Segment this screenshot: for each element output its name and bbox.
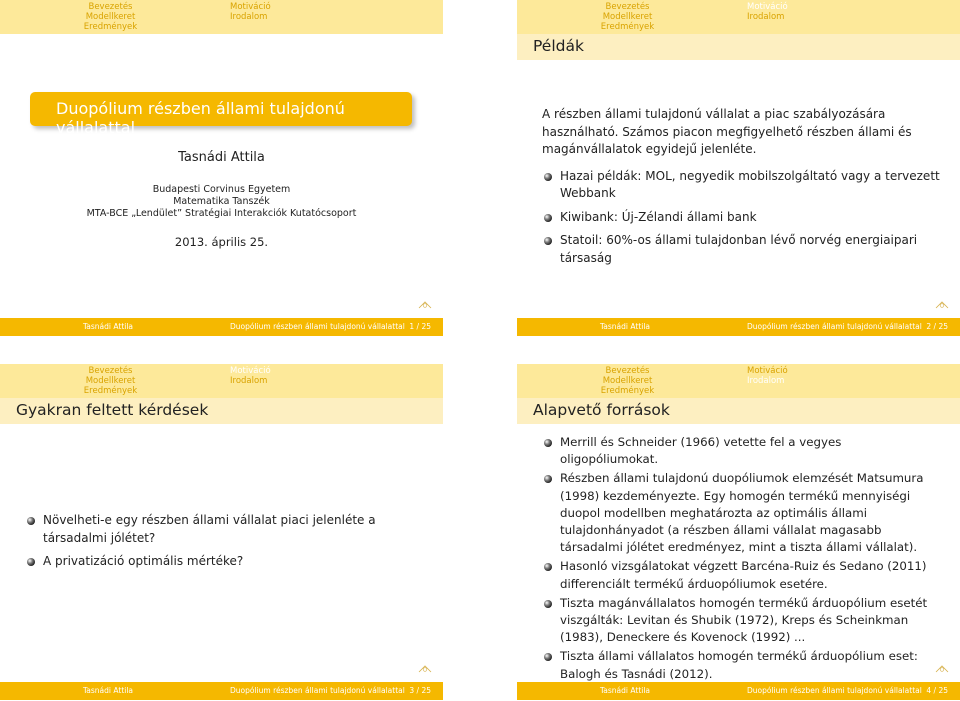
presentation-title-box (30, 92, 412, 137)
affiliation-group: MTA-BCE „Lendület” Stratégiai Interakciók Kutatócsoport (86, 208, 357, 219)
list-item: Tiszta magánvállalatos homogén termékű árduopólium esetét viszgálták: Levitan és Shubik (1972), Kreps és Scheinkman (1983), Deneckere és Kovenock (1992) ... (542, 595, 940, 647)
nav-irodalom[interactable]: Irodalom (230, 12, 268, 22)
list-item: Növelheti-e egy részben állami vállalat piaci jelenléte a társadalmi jólétet? (25, 512, 423, 547)
nav-bevezetes[interactable]: Bevezetés (88, 366, 133, 376)
bullet-icon (544, 600, 552, 608)
bullet-list (25, 512, 423, 571)
affiliation-department: Matematika Tanszék (173, 196, 270, 207)
affiliation (0, 184, 443, 220)
list-item: Részben állami tulajdonú duopóliumok elemzését Matsumura (1998) kezdeményezte. Egy homogén termékű mennyiségi duopol modellben meghatározta az optimális állami tulajdonhányadot (a részben állami vállalat magasabb társadalmi jólétet eredményez, mint a tiszta állami vállalat). (542, 470, 940, 556)
university-logo-icon (934, 299, 950, 311)
bullet-icon (27, 517, 35, 525)
nav-eredmenyek[interactable]: Eredmények (83, 386, 138, 396)
top-navigation (0, 364, 443, 398)
slide-footer (517, 682, 960, 700)
bullet-icon (544, 173, 552, 181)
frame-title: Gyakran feltett kérdések (16, 401, 209, 419)
footer-page-number: 2 / 25 (926, 322, 948, 331)
top-navigation (517, 0, 960, 34)
list-item: Merrill és Schneider (1966) vetette fel a vegyes oligopóliumokat. (542, 434, 940, 468)
bullet-icon (544, 439, 552, 447)
bullet-icon (544, 563, 552, 571)
footer-page-number: 1 / 25 (409, 322, 431, 331)
nav-irodalom[interactable]: Irodalom (747, 12, 785, 22)
bullet-icon (544, 237, 552, 245)
university-logo-icon (417, 299, 433, 311)
nav-bevezetes[interactable]: Bevezetés (88, 2, 133, 12)
nav-eredmenyek[interactable]: Eredmények (600, 22, 655, 32)
university-logo-icon (417, 663, 433, 675)
presentation-date: 2013. április 25. (174, 235, 269, 249)
nav-motivacio[interactable]: Motiváció (747, 2, 788, 12)
slide-3 (0, 364, 443, 700)
slide-content (542, 106, 940, 273)
affiliation-university: Budapesti Corvinus Egyetem (152, 184, 291, 195)
footer-title: Duopólium részben állami tulajdonú vállalattal (230, 686, 405, 695)
intro-text: A részben állami tulajdonú vállalat a piac szabályozására használható. Számos piacon megfigyelhető részben állami és magánvállalatok egyidejű jelenléte. (542, 107, 912, 156)
nav-eredmenyek[interactable]: Eredmények (600, 386, 655, 396)
bullet-icon (544, 214, 552, 222)
nav-modellkeret[interactable]: Modellkeret (85, 12, 136, 22)
frame-title: Alapvető források (533, 401, 670, 419)
nav-motivacio[interactable]: Motiváció (230, 2, 271, 12)
slide-content (25, 512, 423, 577)
list-item: Hazai példák: MOL, negyedik mobilszolgáltató vagy a tervezett Webbank (542, 168, 940, 203)
university-logo-icon (934, 663, 950, 675)
footer-title: Duopólium részben állami tulajdonú vállalattal (230, 322, 405, 331)
frame-title-bar (0, 398, 443, 424)
list-item: Statoil: 60%-os állami tulajdonban lévő norvég energiaipari társaság (542, 232, 940, 267)
nav-bevezetes[interactable]: Bevezetés (605, 2, 650, 12)
frame-title-bar (517, 34, 960, 60)
nav-motivacio[interactable]: Motiváció (747, 366, 788, 376)
frame-title: Példák (533, 37, 584, 55)
footer-title: Duopólium részben állami tulajdonú vállalattal (747, 322, 922, 331)
footer-page-number: 4 / 25 (926, 686, 948, 695)
list-item: Hasonló vizsgálatokat végzett Barcéna-Ruiz és Sedano (2011) differenciált termékű árduopóliumok esetére. (542, 558, 940, 592)
frame-title-bar (517, 398, 960, 424)
footer-title: Duopólium részben állami tulajdonú vállalattal (747, 686, 922, 695)
nav-motivacio[interactable]: Motiváció (230, 366, 271, 376)
nav-irodalom[interactable]: Irodalom (747, 376, 785, 386)
list-item: Kiwibank: Új-Zélandi állami bank (542, 209, 940, 227)
footer-author: Tasnádi Attila (82, 686, 134, 695)
nav-eredmenyek[interactable]: Eredmények (83, 22, 138, 32)
presentation-title: Duopólium részben állami tulajdonú vállalattal (56, 99, 345, 137)
footer-page-number: 3 / 25 (409, 686, 431, 695)
nav-modellkeret[interactable]: Modellkeret (602, 376, 653, 386)
slide-footer (0, 318, 443, 336)
slide-content (542, 434, 940, 685)
bullet-list (542, 168, 940, 268)
bullet-list (542, 434, 940, 683)
footer-author: Tasnádi Attila (599, 322, 651, 331)
list-item: Tiszta állami vállalatos homogén termékű árduopólium eset: Balogh és Tasnádi (2012). (542, 648, 940, 682)
bullet-icon (27, 558, 35, 566)
author-name: Tasnádi Attila (178, 150, 265, 165)
top-navigation (517, 364, 960, 398)
slide-1 (0, 0, 443, 336)
bullet-icon (544, 653, 552, 661)
slide-2 (517, 0, 960, 336)
slide-footer (517, 318, 960, 336)
slide-4 (517, 364, 960, 700)
nav-modellkeret[interactable]: Modellkeret (85, 376, 136, 386)
bullet-icon (544, 475, 552, 483)
top-navigation (0, 0, 443, 34)
nav-bevezetes[interactable]: Bevezetés (605, 366, 650, 376)
footer-author: Tasnádi Attila (599, 686, 651, 695)
nav-irodalom[interactable]: Irodalom (230, 376, 268, 386)
slide-footer (0, 682, 443, 700)
footer-author: Tasnádi Attila (82, 322, 134, 331)
list-item: A privatizáció optimális mértéke? (25, 553, 423, 571)
nav-modellkeret[interactable]: Modellkeret (602, 12, 653, 22)
